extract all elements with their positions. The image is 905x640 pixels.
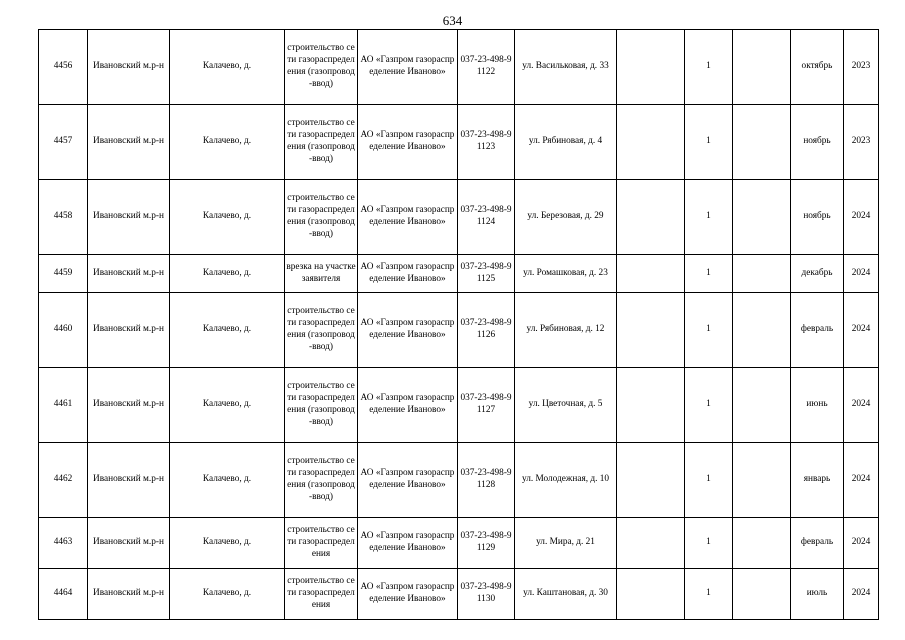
records-table: [38, 29, 879, 620]
cell-work: строительство сети газораспределения (газопровод-ввод): [285, 443, 358, 518]
cell-empty: [617, 569, 685, 620]
cell-address: ул. Молодежная, д. 10: [515, 443, 617, 518]
cell-code: 037-23-498-91123: [458, 105, 515, 180]
cell-work: строительство сети газораспределения: [285, 569, 358, 620]
cell-id: 4464: [39, 569, 88, 620]
cell-code: 037-23-498-91130: [458, 569, 515, 620]
cell-empty: [733, 518, 791, 569]
cell-empty: [617, 518, 685, 569]
cell-code: 037-23-498-91125: [458, 255, 515, 293]
cell-locality: Калачево, д.: [170, 368, 285, 443]
cell-qty: 1: [685, 443, 733, 518]
cell-locality: Калачево, д.: [170, 293, 285, 368]
cell-district: Ивановский м.р-н: [88, 293, 170, 368]
cell-locality: Калачево, д.: [170, 518, 285, 569]
cell-work: строительство сети газораспределения (газопровод-ввод): [285, 368, 358, 443]
cell-empty: [733, 293, 791, 368]
table-row: [39, 443, 879, 518]
cell-year: 2024: [844, 180, 879, 255]
cell-id: 4456: [39, 30, 88, 105]
cell-qty: 1: [685, 368, 733, 443]
cell-address: ул. Цветочная, д. 5: [515, 368, 617, 443]
table-row: [39, 293, 879, 368]
cell-district: Ивановский м.р-н: [88, 443, 170, 518]
cell-address: ул. Ромашковая, д. 23: [515, 255, 617, 293]
table-row: [39, 105, 879, 180]
cell-month: февраль: [791, 518, 844, 569]
table-row: [39, 180, 879, 255]
cell-locality: Калачево, д.: [170, 180, 285, 255]
cell-empty: [733, 368, 791, 443]
cell-org: АО «Газпром газораспределение Иваново»: [358, 518, 458, 569]
cell-month: октябрь: [791, 30, 844, 105]
cell-year: 2024: [844, 569, 879, 620]
cell-work: строительство сети газораспределения (газопровод-ввод): [285, 30, 358, 105]
cell-year: 2023: [844, 30, 879, 105]
cell-work: врезка на участке заявителя: [285, 255, 358, 293]
cell-year: 2024: [844, 443, 879, 518]
cell-empty: [733, 180, 791, 255]
cell-empty: [617, 30, 685, 105]
cell-empty: [617, 293, 685, 368]
cell-district: Ивановский м.р-н: [88, 569, 170, 620]
table-row: [39, 518, 879, 569]
cell-address: ул. Рябиновая, д. 4: [515, 105, 617, 180]
cell-year: 2024: [844, 293, 879, 368]
cell-work: строительство сети газораспределения (газопровод-ввод): [285, 293, 358, 368]
table-row: [39, 569, 879, 620]
cell-address: ул. Рябиновая, д. 12: [515, 293, 617, 368]
cell-qty: 1: [685, 180, 733, 255]
cell-qty: 1: [685, 569, 733, 620]
cell-empty: [617, 443, 685, 518]
cell-org: АО «Газпром газораспределение Иваново»: [358, 443, 458, 518]
table-row: [39, 255, 879, 293]
cell-code: 037-23-498-91124: [458, 180, 515, 255]
cell-org: АО «Газпром газораспределение Иваново»: [358, 30, 458, 105]
cell-id: 4457: [39, 105, 88, 180]
cell-qty: 1: [685, 518, 733, 569]
table-row: [39, 30, 879, 105]
cell-empty: [617, 105, 685, 180]
cell-month: ноябрь: [791, 180, 844, 255]
cell-id: 4459: [39, 255, 88, 293]
cell-year: 2023: [844, 105, 879, 180]
cell-work: строительство сети газораспределения (газопровод-ввод): [285, 105, 358, 180]
cell-locality: Калачево, д.: [170, 569, 285, 620]
cell-id: 4462: [39, 443, 88, 518]
cell-district: Ивановский м.р-н: [88, 368, 170, 443]
cell-id: 4463: [39, 518, 88, 569]
cell-month: февраль: [791, 293, 844, 368]
cell-year: 2024: [844, 255, 879, 293]
cell-qty: 1: [685, 255, 733, 293]
cell-empty: [617, 368, 685, 443]
cell-code: 037-23-498-91122: [458, 30, 515, 105]
cell-work: строительство сети газораспределения (газопровод-ввод): [285, 180, 358, 255]
cell-qty: 1: [685, 105, 733, 180]
cell-locality: Калачево, д.: [170, 30, 285, 105]
cell-address: ул. Васильковая, д. 33: [515, 30, 617, 105]
cell-empty: [617, 180, 685, 255]
cell-month: июль: [791, 569, 844, 620]
cell-district: Ивановский м.р-н: [88, 30, 170, 105]
cell-month: январь: [791, 443, 844, 518]
cell-address: ул. Каштановая, д. 30: [515, 569, 617, 620]
cell-empty: [617, 255, 685, 293]
cell-locality: Калачево, д.: [170, 255, 285, 293]
cell-address: ул. Березовая, д. 29: [515, 180, 617, 255]
cell-empty: [733, 569, 791, 620]
cell-district: Ивановский м.р-н: [88, 180, 170, 255]
cell-code: 037-23-498-91128: [458, 443, 515, 518]
cell-org: АО «Газпром газораспределение Иваново»: [358, 105, 458, 180]
cell-district: Ивановский м.р-н: [88, 518, 170, 569]
cell-id: 4460: [39, 293, 88, 368]
cell-month: декабрь: [791, 255, 844, 293]
cell-work: строительство сети газораспределения: [285, 518, 358, 569]
cell-code: 037-23-498-91129: [458, 518, 515, 569]
cell-qty: 1: [685, 293, 733, 368]
cell-code: 037-23-498-91126: [458, 293, 515, 368]
cell-id: 4458: [39, 180, 88, 255]
cell-org: АО «Газпром газораспределение Иваново»: [358, 255, 458, 293]
cell-address: ул. Мира, д. 21: [515, 518, 617, 569]
cell-year: 2024: [844, 368, 879, 443]
cell-id: 4461: [39, 368, 88, 443]
cell-code: 037-23-498-91127: [458, 368, 515, 443]
cell-district: Ивановский м.р-н: [88, 255, 170, 293]
cell-month: ноябрь: [791, 105, 844, 180]
cell-org: АО «Газпром газораспределение Иваново»: [358, 293, 458, 368]
page-number: 634: [442, 13, 463, 28]
cell-org: АО «Газпром газораспределение Иваново»: [358, 569, 458, 620]
cell-empty: [733, 255, 791, 293]
cell-org: АО «Газпром газораспределение Иваново»: [358, 180, 458, 255]
cell-month: июнь: [791, 368, 844, 443]
table-row: [39, 368, 879, 443]
cell-empty: [733, 443, 791, 518]
cell-district: Ивановский м.р-н: [88, 105, 170, 180]
cell-qty: 1: [685, 30, 733, 105]
cell-locality: Калачево, д.: [170, 105, 285, 180]
cell-empty: [733, 30, 791, 105]
cell-year: 2024: [844, 518, 879, 569]
cell-org: АО «Газпром газораспределение Иваново»: [358, 368, 458, 443]
cell-empty: [733, 105, 791, 180]
cell-locality: Калачево, д.: [170, 443, 285, 518]
